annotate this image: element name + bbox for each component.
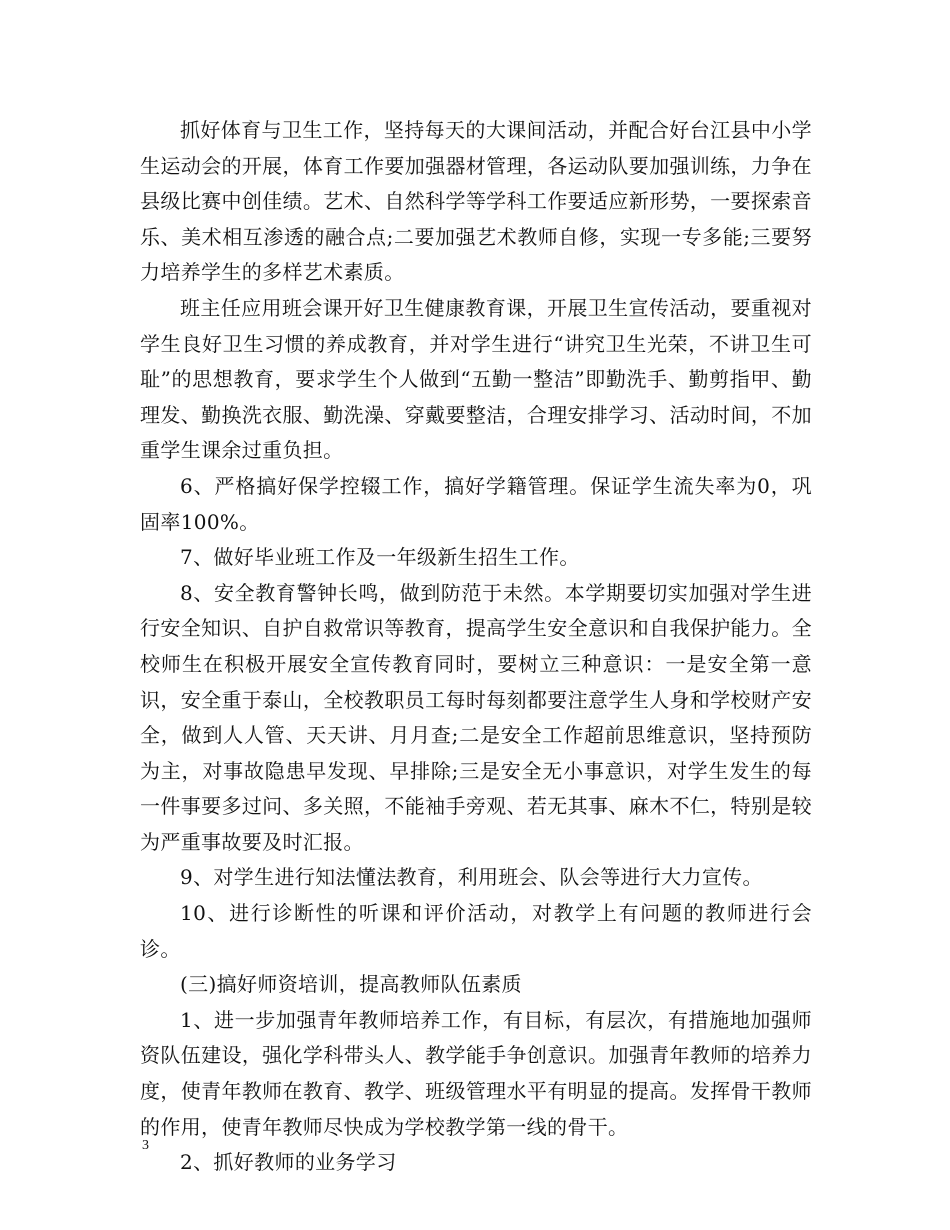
paragraph-training-item-1: 1、进一步加强青年教师培养工作，有目标，有层次，有措施地加强师资队伍建设，强化学科带头人、教学能手争创意识。加强青年教师的培养力度，使青年教师在教育、教学、班级管理水平有明显的提高。发挥骨干教师的作用，使青年教师尽快成为学校教学第一线的骨干。	[140, 1007, 812, 1139]
paragraph-item-9: 9、对学生进行知法懂法教育，利用班会、队会等进行大力宣传。	[180, 865, 763, 890]
paragraph-sports-health: 抓好体育与卫生工作，坚持每天的大课间活动，并配合好台江县中小学生运动会的开展，体育工作要加强器材管理，各运动队要加强训练，力争在县级比赛中创佳绩。艺术、自然科学等学科工作要适应新形势，一要探索音乐、美术相互渗透的融合点;二要加强艺术教师自修，实现一专多能;三要努力培养学生的多样艺术素质。	[140, 118, 812, 285]
document-body	[140, 113, 812, 1181]
paragraph-item-7: 7、做好毕业班工作及一年级新生招生工作。	[180, 545, 580, 570]
paragraph-item-6: 6、严格搞好保学控辍工作，搞好学籍管理。保证学生流失率为0，巩固率100%。	[140, 473, 812, 534]
page-number: 3	[142, 1138, 149, 1153]
paragraph-item-10: 10、进行诊断性的听课和评价活动，对教学上有问题的教师进行会诊。	[140, 901, 812, 961]
paragraph-training-item-2: 2、抓好教师的业务学习	[180, 1150, 397, 1175]
paragraph-item-8: 8、安全教育警钟长鸣，做到防范于未然。本学期要切实加强对学生进行安全知识、自护自救常识等教育，提高学生安全意识和自我保护能力。全校师生在积极开展安全宣传教育同时，要树立三种意识：一是安全第一意识，安全重于泰山，全校教职员工每时每刻都要注意学生人身和学校财产安全，做到人人管、天天讲、月月查;二是安全工作超前思维意识，坚持预防为主，对事故隐患早发现、早排除;三是安全无小事意识，对学生发生的每一件事要多过问、多关照，不能袖手旁观、若无其事、麻木不仁，特别是较为严重事故要及时汇报。	[140, 580, 812, 854]
paragraph-class-teacher-hygiene: 班主任应用班会课开好卫生健康教育课，开展卫生宣传活动，要重视对学生良好卫生习惯的养成教育，并对学生进行“讲究卫生光荣，不讲卫生可耻”的思想教育，要求学生个人做到“五勤一整洁”即勤洗手、勤剪指甲、勤理发、勤换洗衣服、勤洗澡、穿戴要整洁，合理安排学习、活动时间，不加重学生课余过重负担。	[140, 295, 812, 463]
section-heading-teacher-training: (三)搞好师资培训，提高教师队伍素质	[180, 972, 522, 997]
